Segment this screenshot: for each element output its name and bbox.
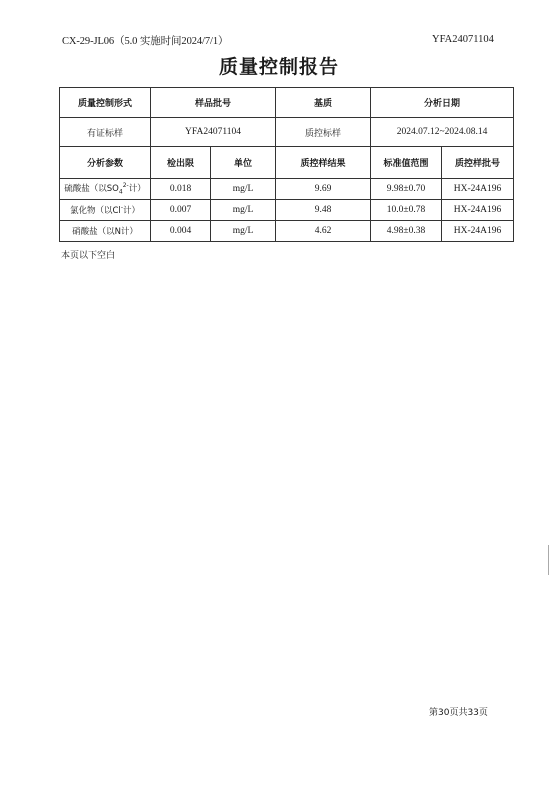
qc-table: [59, 87, 514, 242]
range-cell: 10.0±0.78: [371, 200, 442, 221]
batch-cell: HX-24A196: [442, 221, 514, 242]
col-range: 标准值范围: [371, 147, 442, 179]
page-number: 第30页共33页: [429, 708, 488, 718]
sample-no-value: YFA24071104: [151, 118, 276, 147]
qc-form-label: 质量控制形式: [60, 88, 151, 118]
param-cell: 硝酸盐（以N计）: [60, 221, 151, 242]
form-code: CX-29-JL06（5.0 实施时间2024/7/1）: [62, 36, 229, 47]
result-cell: 9.48: [276, 200, 371, 221]
info-value-row: [60, 118, 514, 147]
col-result: 质控样结果: [276, 147, 371, 179]
limit-cell: 0.018: [151, 179, 211, 200]
limit-cell: 0.004: [151, 221, 211, 242]
report-number: YFA24071104: [432, 34, 494, 45]
blank-below-note: 本页以下空白: [61, 251, 116, 261]
sample-no-label: 样品批号: [151, 88, 276, 118]
unit-cell: mg/L: [211, 221, 276, 242]
param-cell: 氯化物（以Cl-计）: [60, 200, 151, 221]
range-cell: 4.98±0.38: [371, 221, 442, 242]
unit-cell: mg/L: [211, 200, 276, 221]
page-title: 质量控制报告: [218, 56, 339, 78]
col-batch: 质控样批号: [442, 147, 514, 179]
param-header-row: [60, 147, 514, 179]
unit-cell: mg/L: [211, 179, 276, 200]
matrix-label: 基质: [276, 88, 371, 118]
table-row: [60, 179, 514, 200]
range-cell: 9.98±0.70: [371, 179, 442, 200]
batch-cell: HX-24A196: [442, 179, 514, 200]
param-cell: 硫酸盐（以$SO_4^{2-}$计）: [60, 179, 151, 200]
matrix-value: 质控标样: [276, 118, 371, 147]
col-limit: 检出限: [151, 147, 211, 179]
date-value: 2024.07.12~2024.08.14: [371, 118, 514, 147]
limit-cell: 0.007: [151, 200, 211, 221]
batch-cell: HX-24A196: [442, 200, 514, 221]
col-param: 分析参数: [60, 147, 151, 179]
qc-form-value: 有证标样: [60, 118, 151, 147]
result-cell: 4.62: [276, 221, 371, 242]
result-cell: 9.69: [276, 179, 371, 200]
col-unit: 单位: [211, 147, 276, 179]
date-label: 分析日期: [371, 88, 514, 118]
scan-edge-mark: [548, 545, 549, 575]
table-row: [60, 200, 514, 221]
table-row: [60, 221, 514, 242]
info-header-row: [60, 88, 514, 118]
